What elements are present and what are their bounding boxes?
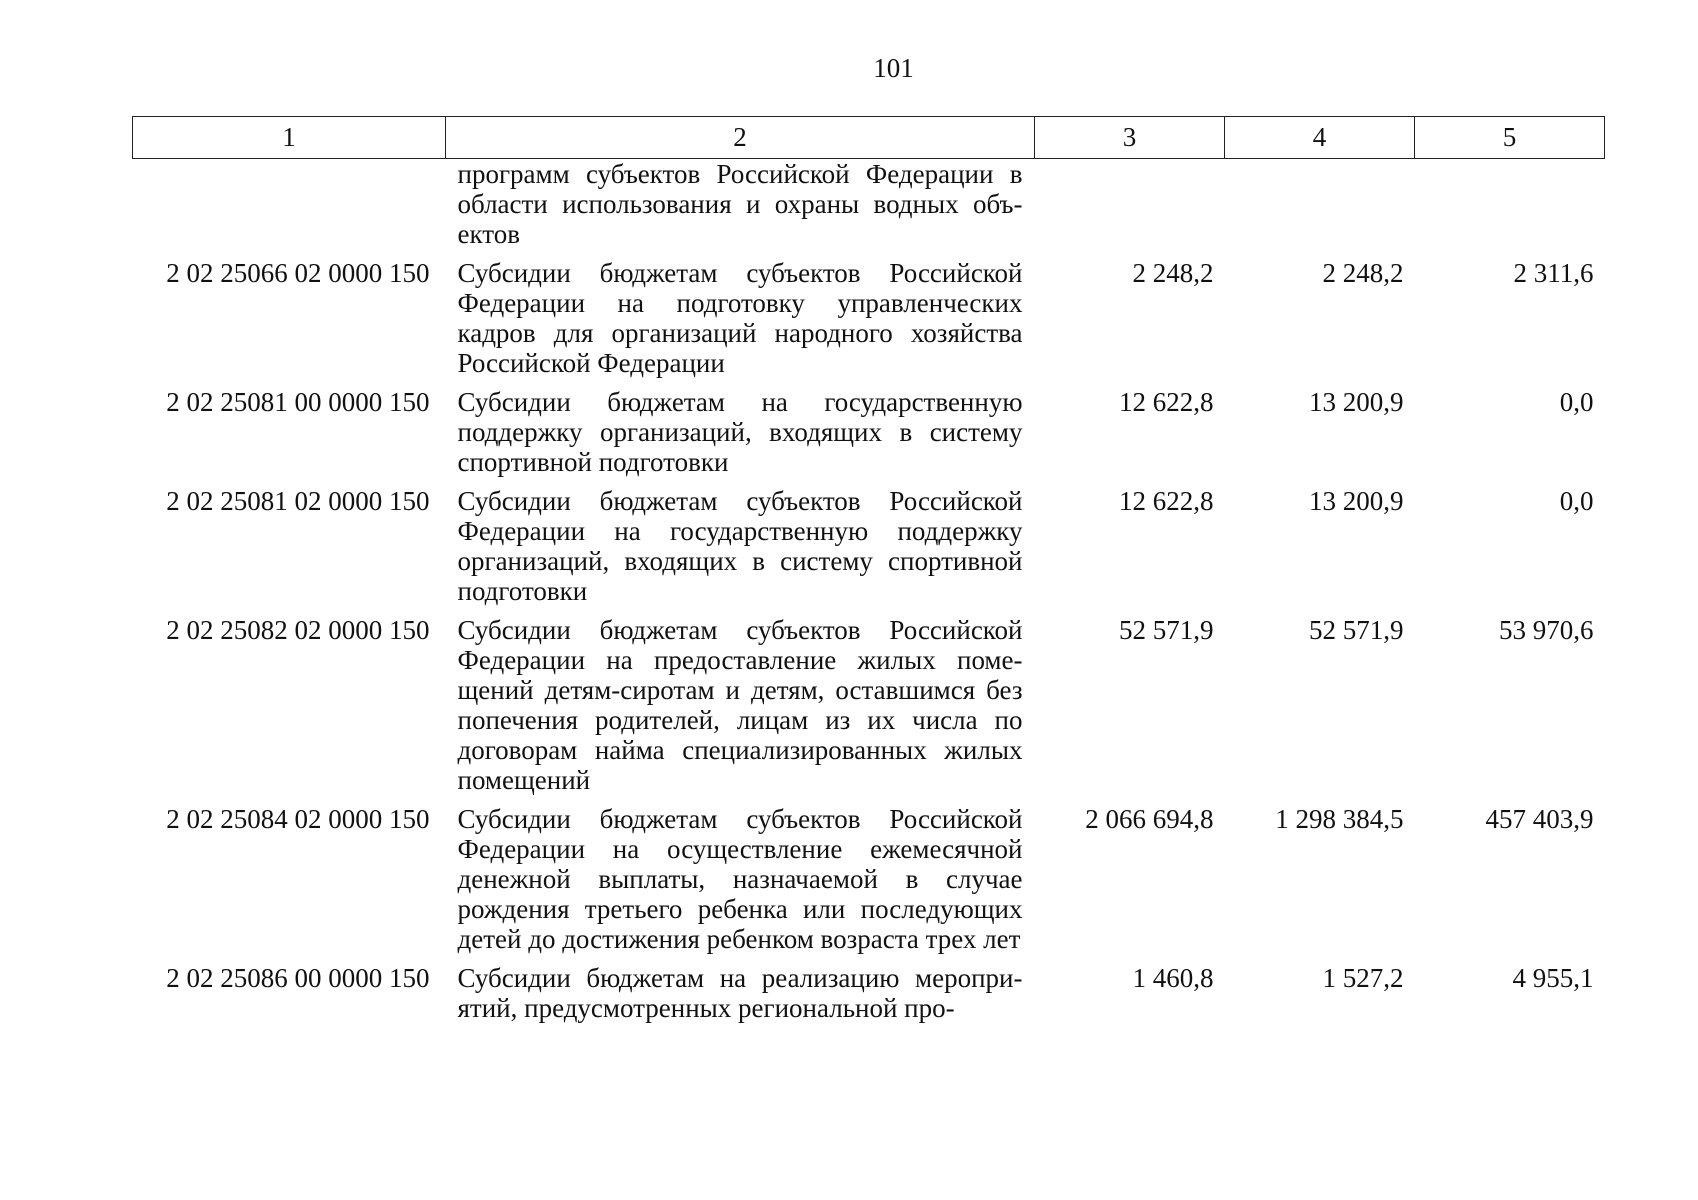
page-number: 101 <box>873 53 914 83</box>
row-code: 2 02 25081 02 0000 150 <box>166 486 430 516</box>
table-header-row <box>133 117 1605 159</box>
table-row <box>133 804 1605 963</box>
row-value-3: 2 066 694,8 <box>1085 804 1214 834</box>
table-row <box>133 258 1605 387</box>
column-header-1: 1 <box>133 117 446 159</box>
row-value-3: 52 571,9 <box>1119 615 1214 645</box>
table-row <box>133 387 1605 486</box>
row-description: Субсидии бюджетам субъектов Российской Федерации на осуществление ежемесячной денежной выплаты, назначаемой в случае рождения третьего ребенка или последующих детей до достижения ребенком возраста трех лет <box>457 804 1023 954</box>
row-code: 2 02 25081 00 0000 150 <box>166 387 430 417</box>
row-code: 2 02 25082 02 0000 150 <box>166 615 430 645</box>
row-value-3: 2 248,2 <box>1132 258 1214 288</box>
row-value-3: 12 622,8 <box>1119 387 1214 417</box>
table-row <box>133 615 1605 804</box>
row-value-5 <box>1415 159 1605 259</box>
row-code: 2 02 25066 02 0000 150 <box>166 258 430 288</box>
row-value-4: 2 248,2 <box>1322 258 1404 288</box>
row-code <box>133 159 446 259</box>
row-description: Субсидии бюджетам субъектов Российской Федерации на государственную поддержку организаций, входящих в систему спортивной подготовки <box>457 486 1023 606</box>
row-description: Субсидии бюджетам на реализацию мероприятий, предусмотренных региональной про- <box>457 963 1023 1023</box>
row-value-5: 457 403,9 <box>1485 804 1594 834</box>
row-value-4: 1 527,2 <box>1322 963 1404 993</box>
row-value-3 <box>1035 159 1225 259</box>
budget-table <box>132 116 1605 1032</box>
row-value-4: 52 571,9 <box>1309 615 1404 645</box>
row-value-4: 13 200,9 <box>1309 486 1404 516</box>
column-header-2: 2 <box>446 117 1035 159</box>
row-code: 2 02 25086 00 0000 150 <box>166 963 430 993</box>
row-code: 2 02 25084 02 0000 150 <box>166 804 430 834</box>
row-value-4 <box>1225 159 1415 259</box>
row-description: программ субъектов Российской Федерации в области использования и охраны водных объектов <box>457 159 1023 249</box>
row-value-5: 0,0 <box>1559 387 1594 417</box>
row-description: Субсидии бюджетам на государственную поддержку организаций, входящих в систему спортивной подготовки <box>457 387 1023 477</box>
row-value-3: 12 622,8 <box>1119 486 1214 516</box>
column-header-5: 5 <box>1415 117 1605 159</box>
table-row <box>133 159 1605 259</box>
row-value-5: 0,0 <box>1559 486 1594 516</box>
row-value-4: 1 298 384,5 <box>1275 804 1404 834</box>
column-header-4: 4 <box>1225 117 1415 159</box>
column-header-3: 3 <box>1035 117 1225 159</box>
row-value-5: 2 311,6 <box>1513 258 1594 288</box>
table-row <box>133 963 1605 1032</box>
row-value-5: 53 970,6 <box>1499 615 1594 645</box>
row-value-5: 4 955,1 <box>1512 963 1594 993</box>
table-row <box>133 486 1605 615</box>
row-value-3: 1 460,8 <box>1132 963 1214 993</box>
row-description: Субсидии бюджетам субъектов Российской Федерации на подготовку управленческих кадров для организаций народного хозяйства Российской Федерации <box>457 258 1023 378</box>
row-value-4: 13 200,9 <box>1309 387 1404 417</box>
row-description: Субсидии бюджетам субъектов Российской Федерации на предоставление жилых помещений детям-сиротам и детям, оставшимся без попечения родителей, лицам из их числа по договорам найма специализированных жилых помещений <box>457 615 1023 795</box>
